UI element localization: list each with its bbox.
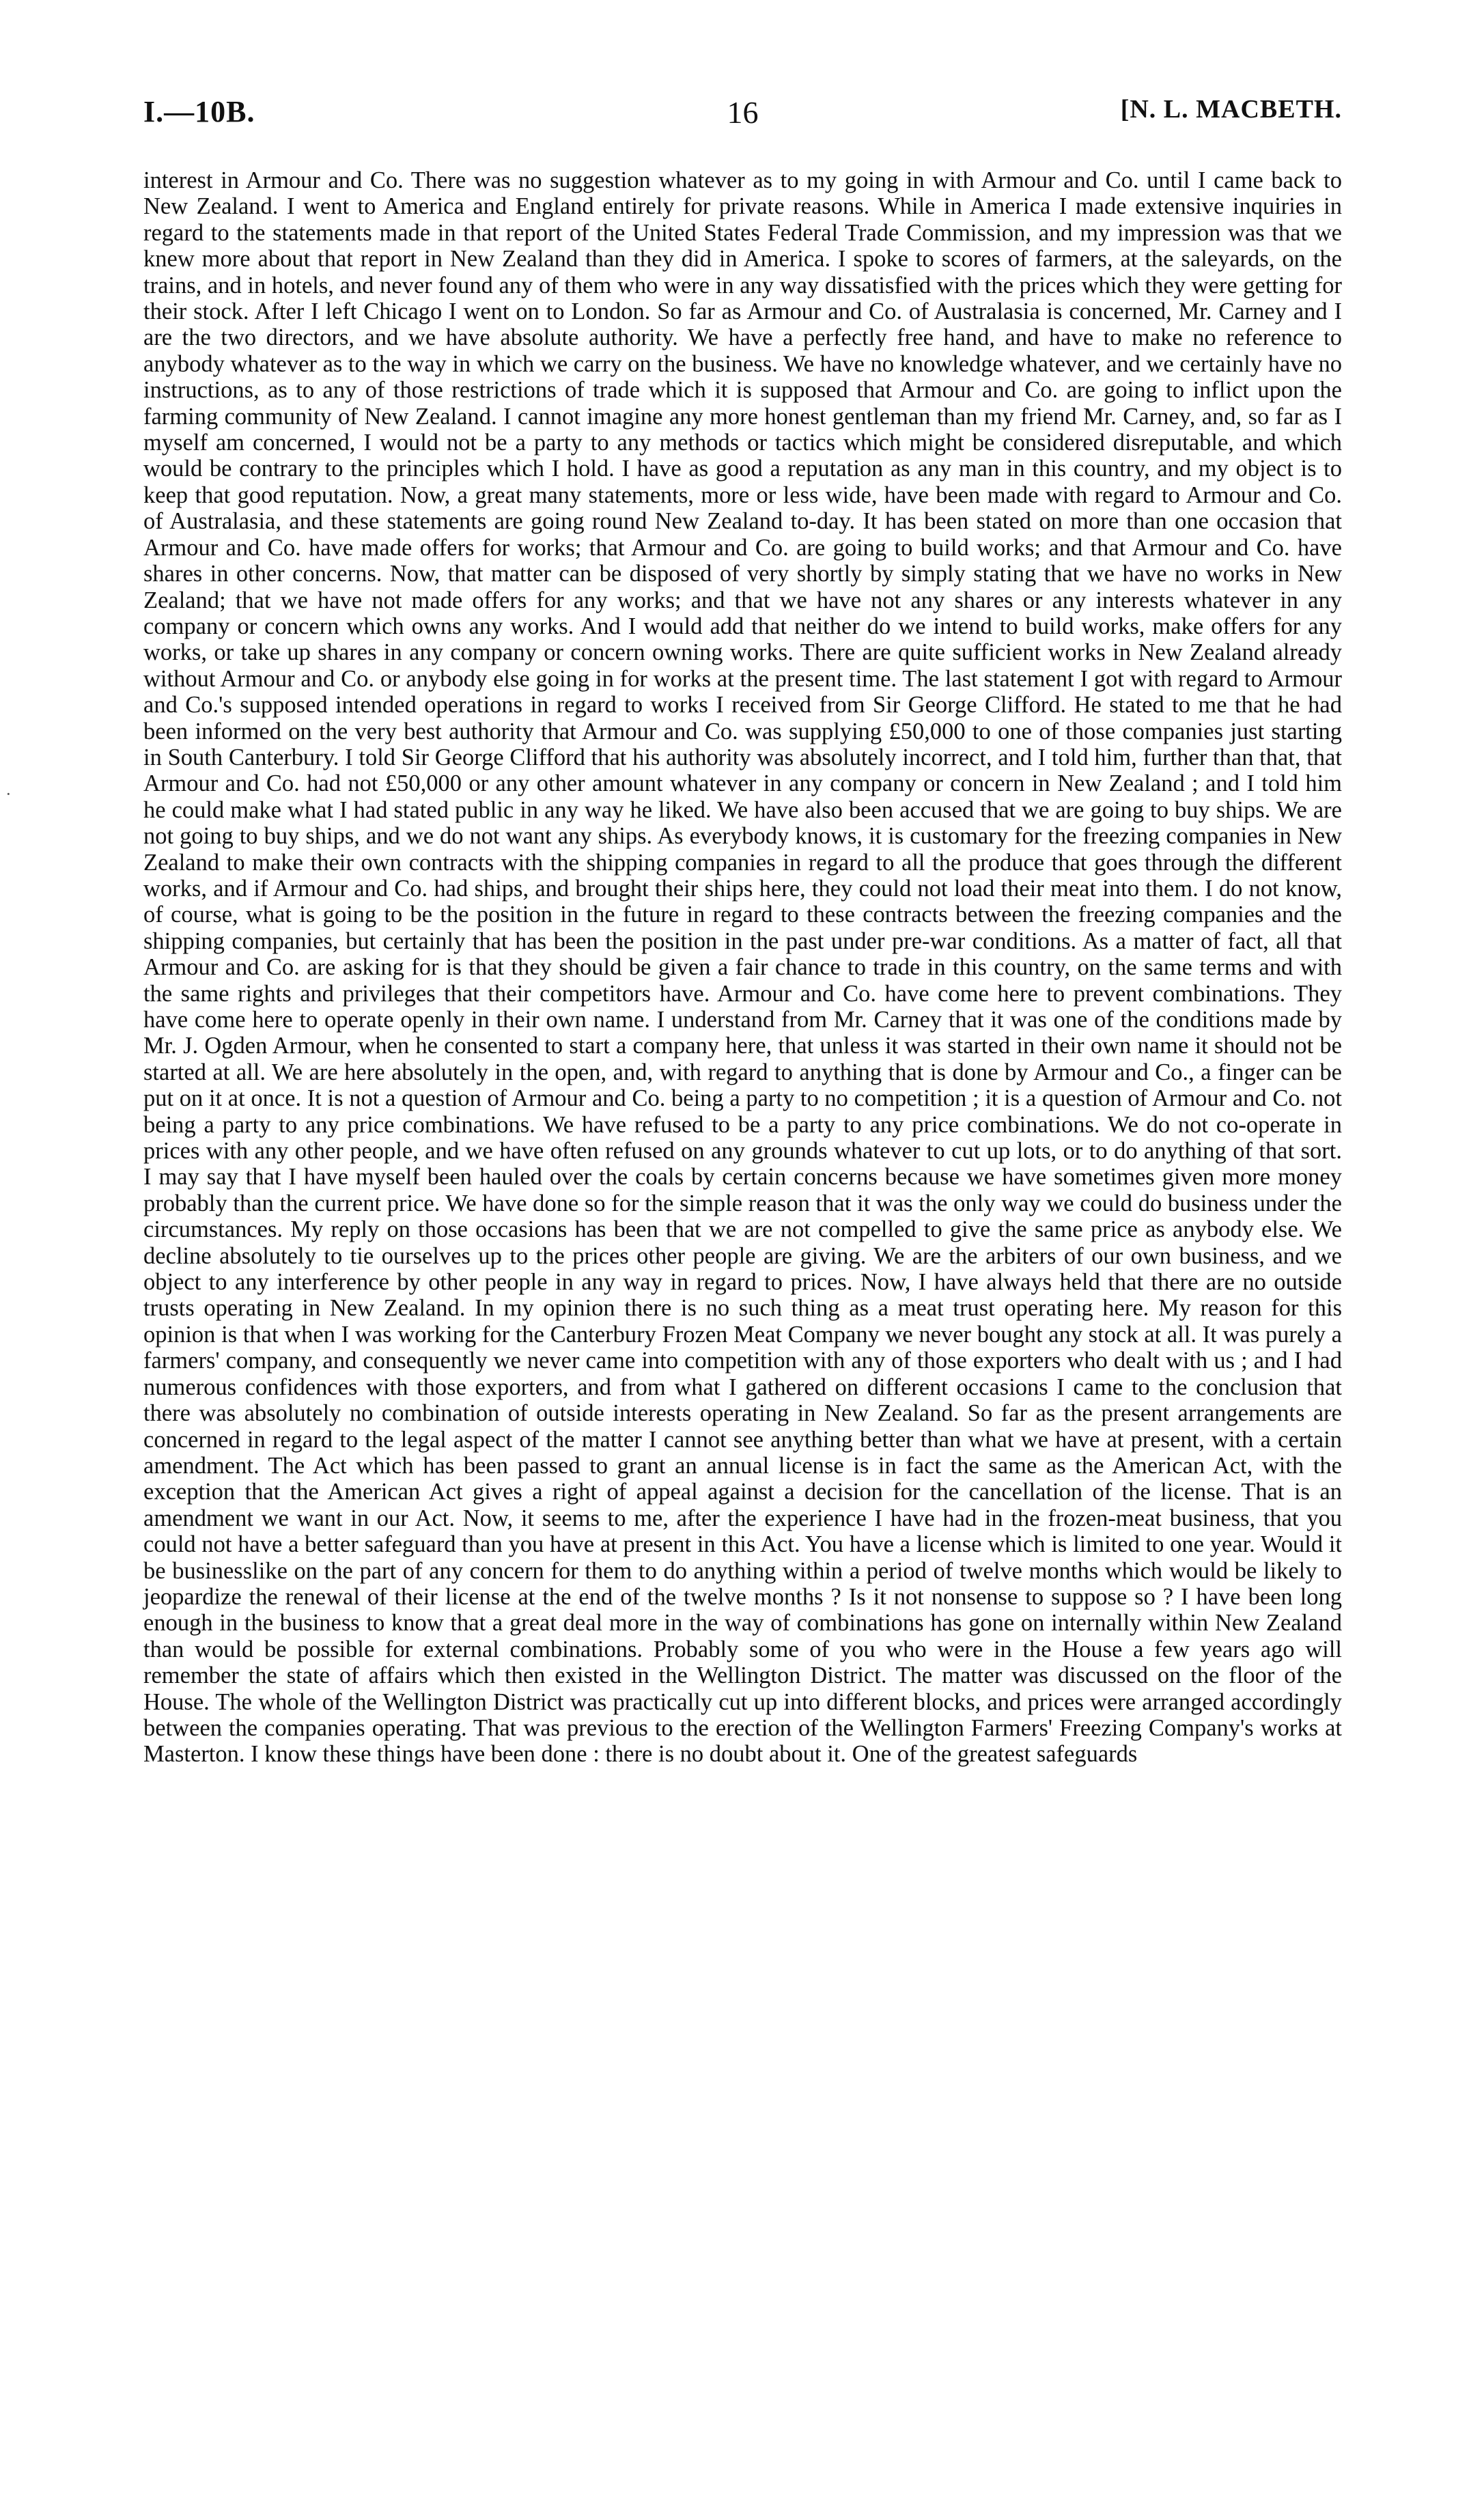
paper-reference: I.—10B. — [143, 95, 255, 128]
witness-name: [N. L. MACBETH. — [1120, 95, 1342, 124]
margin-mark: · — [5, 784, 12, 804]
running-header — [143, 94, 1342, 135]
page-number: 16 — [727, 95, 759, 130]
body-paragraph: interest in Armour and Co. There was no suggestion whatever as to my going in with Armour and Co. until I came back to New Zealand. I went to America and England entirely for private reasons. While in America I made extensive inquiries in regard to the statements made in that report of the United States Federal Trade Commission, and my impression was that we knew more about that report in New Zealand than they did in America. I spoke to scores of farmers, at the saleyards, on the trains, and in hotels, and never found any of them who were in any way dissatisfied with the prices which they were getting for their stock. After I left Chicago I went on to London. So far as Armour and Co. of Australasia is concerned, Mr. Carney and I are the two directors, and we have absolute authority. We have a perfectly free hand, and have to make no reference to anybody whatever as to the way in which we carry on the business. We have no knowledge whatever, and we certainly have no instructions, as to any of those restrictions of trade which it is supposed that Armour and Co. are going to inflict upon the farming community of New Zealand. I cannot imagine any more honest gentleman than my friend Mr. Carney, and, so far as I myself am concerned, I would not be a party to any methods or tactics which might be considered disreputable, and which would be contrary to the principles which I hold. I have as good a reputation as any man in this country, and my object is to keep that good reputation. Now, a great many statements, more or less wide, have been made with regard to Armour and Co. of Australasia, and these statements are going round New Zealand to-day. It has been stated on more than one occasion that Armour and Co. have made offers for works; that Armour and Co. are going to build works; and that Armour and Co. have shares in other concerns. Now, that matter can be disposed of very shortly by simply stating that we have no works in New Zealand; that we have not made offers for any works; and that we have not any shares or any interests whatever in any company or concern which owns any works. And I would add that neither do we intend to build works, make offers for any works, or take up shares in any company or concern owning works. There are quite sufficient works in New Zealand already without Armour and Co. or anybody else going in for works at the present time. The last statement I got with regard to Armour and Co.'s supposed intended operations in regard to works I received from Sir George Clifford. He stated to me that he had been informed on the very best authority that Armour and Co. was supplying £50,000 to one of those companies just starting in South Canterbury. I told Sir George Clifford that his authority was absolutely incorrect, and I told him, further than that, that Armour and Co. had not £50,000 or any other amount whatever in any company or concern in New Zealand ; and I told him he could make what I had stated public in any way he liked. We have also been accused that we are going to buy ships. We are not going to buy ships, and we do not want any ships. As everybody knows, it is customary for the freezing companies in New Zealand to make their own contracts with the shipping companies in regard to all the produce that goes through the different works, and if Armour and Co. had ships, and brought their ships here, they could not load their meat into them. I do not know, of course, what is going to be the position in the future in regard to these contracts between the freezing companies and the shipping companies, but certainly that has been the position in the past under pre-war conditions. As a matter of fact, all that Armour and Co. are asking for is that they should be given a fair chance to trade in this country, on the same terms and with the same rights and privileges that their competitors have. Armour and Co. have come here to prevent combinations. They have come here to operate openly in their own name. I understand from Mr. Carney that it was one of the conditions made by Mr. J. Ogden Armour, when he consented to start a company here, that unless it was started in their own name it should not be started at all. We are here absolutely in the open, and, with regard to anything that is done by Armour and Co., a finger can be put on it at once. It is not a question of Armour and Co. being a party to no competition ; it is a question of Armour and Co. not being a party to any price combinations. We have refused to be a party to any price combinations. We do not co-operate in prices with any other people, and we have often refused on any grounds whatever to cut up lots, or to do anything of that sort. I may say that I have myself been hauled over the coals by certain concerns because we have sometimes given more money probably than the current price. We have done so for the simple reason that it was the only way we could do business under the circumstances. My reply on those occasions has been that we are not compelled to give the same price as anybody else. We decline absolutely to tie ourselves up to the prices other people are giving. We are the arbiters of our own business, and we object to any interference by other people in any way in regard to prices. Now, I have always held that there are no outside trusts operating in New Zealand. In my opinion there is no such thing as a meat trust operating here. My reason for this opinion is that when I was working for the Canterbury Frozen Meat Company we never bought any stock at all. It was purely a farmers' company, and consequently we never came into competition with any of those exporters who dealt with us ; and I had numerous confidences with those exporters, and from what I gathered on different occasions I came to the conclusion that there was absolutely no combination of outside interests operating in New Zealand. So far as the present arrangements are concerned in regard to the legal aspect of the matter I cannot see anything better than what we have at present, with a certain amendment. The Act which has been passed to grant an annual license is in fact the same as the American Act, with the exception that the American Act gives a right of appeal against a decision for the cancellation of the license. That is an amendment we want in our Act. Now, it seems to me, after the experience I have had in the frozen-meat business, that you could not have a better safeguard than you have at present in this Act. You have a license which is limited to one year. Would it be businesslike on the part of any concern for them to do anything within a period of twelve months which would be likely to jeopardize the renewal of their license at the end of the twelve months ? Is it not nonsense to suppose so ? I have been long enough in the business to know that a great deal more in the way of combinations has gone on internally within New Zealand than would be possible for external combinations. Probably some of you who were in the House a few years ago will remember the state of affairs which then existed in the Wellington District. The matter was discussed on the floor of the House. The whole of the Wellington District was practically cut up into different blocks, and prices were arranged accordingly between the companies operating. That was previous to the erection of the Wellington Farmers' Freezing Company's works at Masterton. I know these things have been done : there is no doubt about it. One of the greatest safeguards — [143, 167, 1342, 1768]
